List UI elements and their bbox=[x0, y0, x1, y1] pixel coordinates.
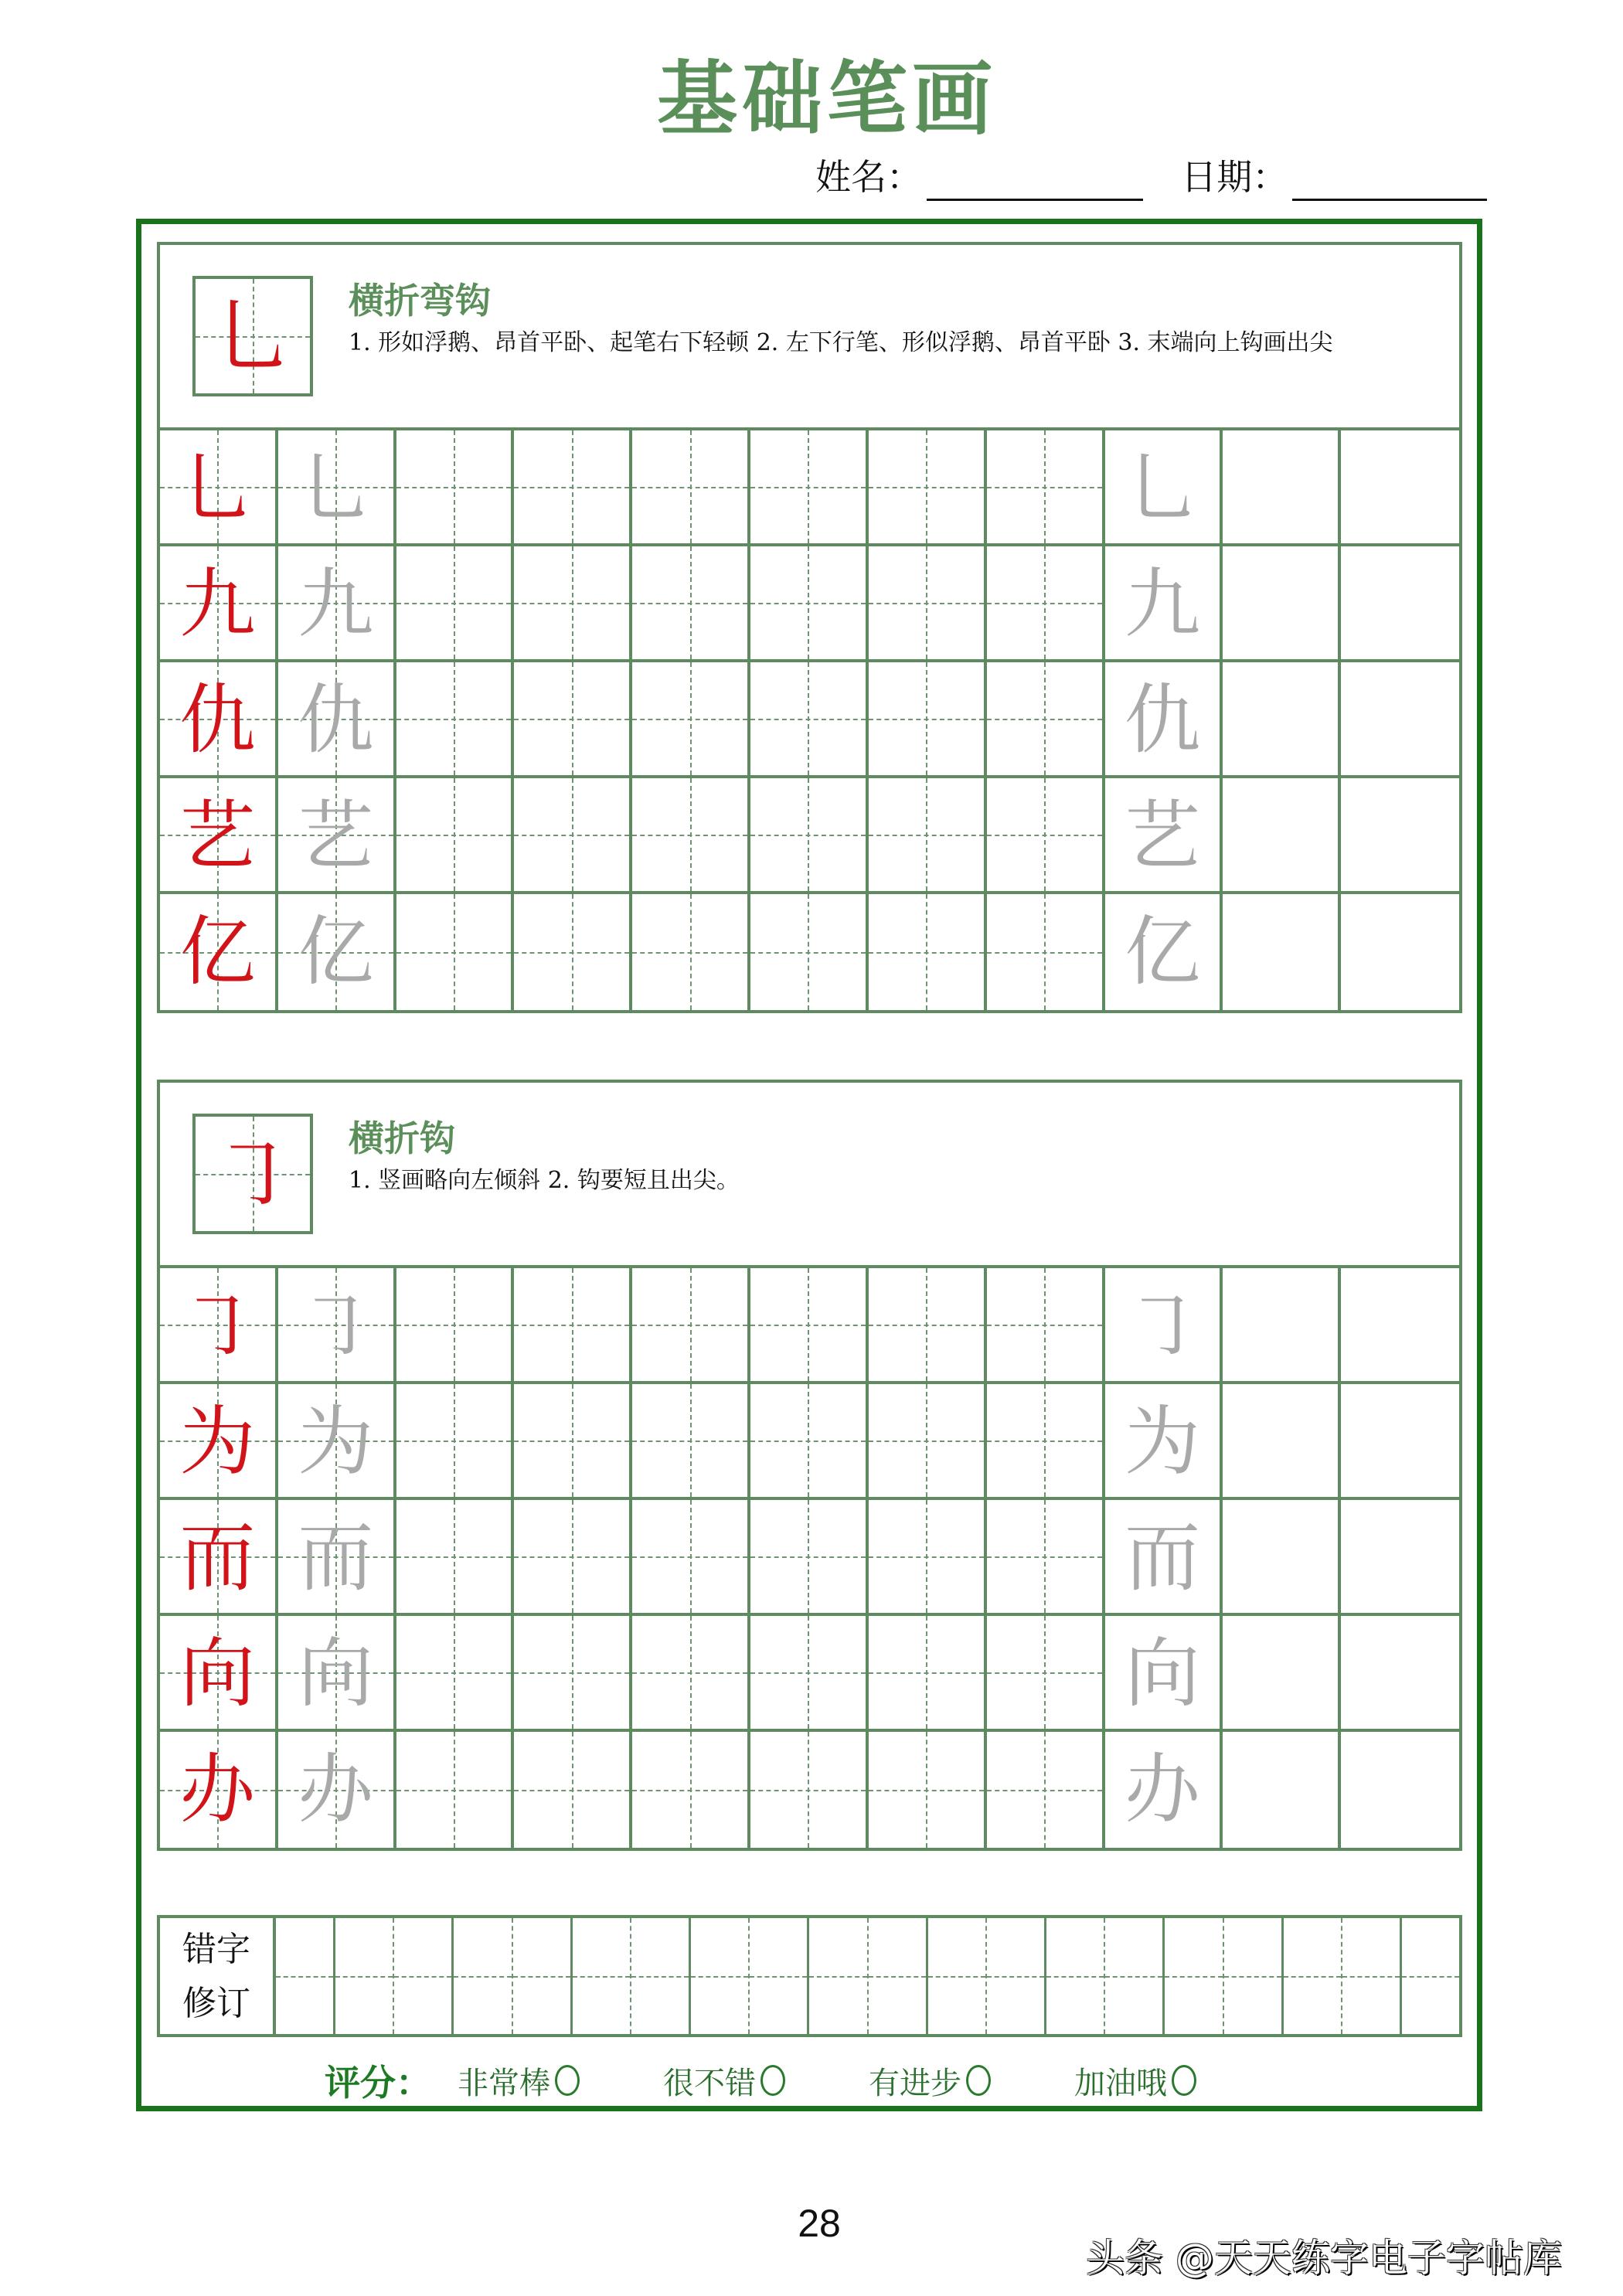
correction-cell[interactable] bbox=[573, 1918, 631, 2034]
practice-cell[interactable] bbox=[869, 1500, 987, 1616]
practice-cell[interactable] bbox=[278, 1268, 396, 1384]
practice-cell[interactable] bbox=[514, 430, 632, 546]
stroke-glyph: ㇆ bbox=[212, 1127, 293, 1221]
model-character: 仇 bbox=[179, 676, 256, 764]
correction-cell[interactable] bbox=[987, 1918, 1046, 2034]
score-option-keep-going[interactable]: 加油哦 bbox=[1074, 2059, 1196, 2103]
practice-cell[interactable] bbox=[514, 662, 632, 778]
practice-cell[interactable] bbox=[160, 1500, 278, 1616]
correction-cell[interactable] bbox=[1402, 1918, 1459, 2034]
practice-cell[interactable] bbox=[632, 430, 750, 546]
correction-row bbox=[157, 1915, 1462, 2037]
practice-cell[interactable] bbox=[632, 1616, 750, 1732]
practice-cell[interactable] bbox=[869, 1732, 987, 1848]
trace-character: 向 bbox=[298, 1630, 374, 1718]
practice-cell[interactable] bbox=[396, 1732, 515, 1848]
practice-cell[interactable] bbox=[987, 662, 1105, 778]
practice-cell[interactable] bbox=[987, 1500, 1105, 1616]
practice-cell[interactable] bbox=[1105, 662, 1223, 778]
trace-character: 而 bbox=[298, 1514, 374, 1602]
practice-cell[interactable] bbox=[750, 662, 869, 778]
practice-cell[interactable] bbox=[869, 662, 987, 778]
practice-cell[interactable] bbox=[987, 1268, 1105, 1384]
watermark: 头条 @天天练字电子字帖库 bbox=[1086, 2236, 1562, 2281]
practice-cell[interactable] bbox=[160, 1268, 278, 1384]
score-label: 评分： bbox=[325, 2062, 431, 2104]
practice-cell[interactable] bbox=[987, 1616, 1105, 1732]
practice-cell[interactable] bbox=[278, 1616, 396, 1732]
practice-cell[interactable] bbox=[987, 894, 1105, 1010]
practice-cell[interactable] bbox=[1223, 778, 1341, 894]
practice-cell[interactable] bbox=[514, 546, 632, 662]
trace-character: 乚 bbox=[298, 444, 374, 532]
correction-cell[interactable] bbox=[1224, 1918, 1284, 2034]
practice-cell[interactable] bbox=[869, 1268, 987, 1384]
stroke-section-2 bbox=[157, 1080, 1462, 1851]
correction-cell[interactable] bbox=[454, 1918, 512, 2034]
practice-cell[interactable] bbox=[1223, 894, 1341, 1010]
practice-cell[interactable] bbox=[396, 1500, 515, 1616]
practice-cell[interactable] bbox=[160, 546, 278, 662]
practice-cell[interactable] bbox=[278, 894, 396, 1010]
section-header bbox=[160, 245, 1459, 430]
stroke-glyph: 乚 bbox=[212, 289, 293, 383]
practice-cell[interactable] bbox=[632, 1500, 750, 1616]
trace-character: 乚 bbox=[1124, 444, 1200, 532]
stroke-reference-box bbox=[192, 276, 313, 396]
practice-cell[interactable] bbox=[632, 1732, 750, 1848]
practice-cell[interactable] bbox=[160, 1616, 278, 1732]
date-label: 日期： bbox=[1181, 156, 1288, 198]
trace-character: ㇆ bbox=[1124, 1282, 1200, 1370]
correction-cell[interactable] bbox=[631, 1918, 691, 2034]
practice-cell[interactable] bbox=[632, 1384, 750, 1500]
model-character: 而 bbox=[179, 1514, 256, 1602]
practice-cell[interactable] bbox=[1105, 778, 1223, 894]
practice-cell[interactable] bbox=[160, 778, 278, 894]
practice-cell[interactable] bbox=[278, 1500, 396, 1616]
model-character: 艺 bbox=[179, 792, 256, 880]
trace-character: 艺 bbox=[1124, 792, 1200, 880]
stroke-description: 1. 形如浮鹅、昂首平卧、起笔右下轻顿 2. 左下行笔、形似浮鹅、昂首平卧 3. 末端向上钩画出尖 bbox=[349, 329, 1333, 356]
stroke-name: 横折弯钩 bbox=[349, 280, 491, 321]
trace-character: 而 bbox=[1124, 1514, 1200, 1602]
radio-circle-icon[interactable] bbox=[760, 2065, 785, 2096]
correction-cell[interactable] bbox=[691, 1918, 750, 2034]
practice-cell[interactable] bbox=[750, 778, 869, 894]
practice-cell[interactable] bbox=[514, 1268, 632, 1384]
practice-cell[interactable] bbox=[1341, 778, 1459, 894]
date-field[interactable] bbox=[1292, 160, 1487, 201]
practice-cell[interactable] bbox=[1341, 662, 1459, 778]
practice-cell[interactable] bbox=[1223, 1500, 1341, 1616]
practice-cell[interactable] bbox=[1341, 1268, 1459, 1384]
practice-cell[interactable] bbox=[514, 894, 632, 1010]
correction-cell[interactable] bbox=[750, 1918, 809, 2034]
model-character: ㇆ bbox=[179, 1282, 256, 1370]
practice-cell[interactable] bbox=[750, 894, 869, 1010]
practice-cell[interactable] bbox=[396, 894, 515, 1010]
practice-cell[interactable] bbox=[750, 546, 869, 662]
practice-cell[interactable] bbox=[750, 1268, 869, 1384]
model-character: 向 bbox=[179, 1630, 256, 1718]
trace-character: 亿 bbox=[1124, 908, 1200, 996]
name-label: 姓名： bbox=[815, 156, 922, 198]
practice-cell[interactable] bbox=[1223, 1384, 1341, 1500]
practice-cell[interactable] bbox=[160, 662, 278, 778]
section-header bbox=[160, 1083, 1459, 1268]
practice-cell[interactable] bbox=[1105, 430, 1223, 546]
practice-grid bbox=[160, 1268, 1459, 1848]
practice-cell[interactable] bbox=[396, 662, 515, 778]
trace-character: 九 bbox=[298, 560, 374, 648]
practice-cell[interactable] bbox=[1341, 894, 1459, 1010]
stroke-section-1 bbox=[157, 242, 1462, 1013]
trace-character: 办 bbox=[1124, 1746, 1200, 1834]
practice-cell[interactable] bbox=[750, 1384, 869, 1500]
stroke-description: 1. 竖画略向左倾斜 2. 钩要短且出尖。 bbox=[349, 1167, 740, 1194]
trace-character: 亿 bbox=[298, 908, 374, 996]
name-date-line bbox=[815, 153, 1492, 201]
practice-cell[interactable] bbox=[514, 1384, 632, 1500]
practice-cell[interactable] bbox=[750, 1732, 869, 1848]
practice-cell[interactable] bbox=[514, 1732, 632, 1848]
stroke-reference-box bbox=[192, 1114, 313, 1234]
practice-cell[interactable] bbox=[1223, 1616, 1341, 1732]
trace-character: ㇆ bbox=[298, 1282, 374, 1370]
practice-cell[interactable] bbox=[750, 1616, 869, 1732]
radio-circle-icon[interactable] bbox=[966, 2065, 991, 2096]
practice-cell[interactable] bbox=[396, 1616, 515, 1732]
page-title: 基础笔画 bbox=[656, 52, 997, 146]
practice-cell[interactable] bbox=[987, 1732, 1105, 1848]
name-field[interactable] bbox=[927, 160, 1143, 201]
page-number: 28 bbox=[798, 2202, 841, 2245]
practice-cell[interactable] bbox=[1341, 1616, 1459, 1732]
trace-character: 艺 bbox=[298, 792, 374, 880]
practice-cell[interactable] bbox=[278, 430, 396, 546]
practice-cell[interactable] bbox=[160, 430, 278, 546]
practice-cell[interactable] bbox=[1341, 546, 1459, 662]
score-option-progress[interactable]: 有进步 bbox=[869, 2059, 991, 2103]
practice-cell[interactable] bbox=[869, 778, 987, 894]
practice-cell[interactable] bbox=[278, 1384, 396, 1500]
radio-circle-icon[interactable] bbox=[555, 2065, 580, 2096]
score-option-very-good[interactable]: 很不错 bbox=[663, 2059, 785, 2103]
trace-character: 为 bbox=[1124, 1398, 1200, 1486]
practice-cell[interactable] bbox=[750, 1500, 869, 1616]
practice-cell[interactable] bbox=[160, 894, 278, 1010]
practice-cell[interactable] bbox=[632, 546, 750, 662]
trace-character: 向 bbox=[1124, 1630, 1200, 1718]
practice-cell[interactable] bbox=[514, 1616, 632, 1732]
practice-cell[interactable] bbox=[1223, 662, 1341, 778]
trace-character: 仇 bbox=[1124, 676, 1200, 764]
practice-cell[interactable] bbox=[869, 430, 987, 546]
practice-cell[interactable] bbox=[987, 546, 1105, 662]
correction-cell[interactable] bbox=[809, 1918, 868, 2034]
practice-cell[interactable] bbox=[396, 1268, 515, 1384]
practice-cell[interactable] bbox=[987, 1384, 1105, 1500]
correction-cell[interactable] bbox=[513, 1918, 573, 2034]
trace-character: 九 bbox=[1124, 560, 1200, 648]
practice-cell[interactable] bbox=[869, 1616, 987, 1732]
correction-cell[interactable] bbox=[1105, 1918, 1165, 2034]
practice-cell[interactable] bbox=[1105, 1732, 1223, 1848]
practice-cell[interactable] bbox=[1105, 1268, 1223, 1384]
model-character: 亿 bbox=[179, 908, 256, 996]
practice-cell[interactable] bbox=[1105, 1384, 1223, 1500]
practice-cell[interactable] bbox=[1341, 430, 1459, 546]
practice-cell[interactable] bbox=[396, 546, 515, 662]
correction-cell[interactable] bbox=[1284, 1918, 1342, 2034]
model-character: 乚 bbox=[179, 444, 256, 532]
practice-cell[interactable] bbox=[632, 662, 750, 778]
score-option-excellent[interactable]: 非常棒 bbox=[458, 2059, 580, 2103]
practice-cell[interactable] bbox=[1105, 1616, 1223, 1732]
practice-cell[interactable] bbox=[869, 894, 987, 1010]
trace-character: 办 bbox=[298, 1746, 374, 1834]
practice-cell[interactable] bbox=[869, 546, 987, 662]
practice-cell[interactable] bbox=[1223, 1732, 1341, 1848]
practice-cell[interactable] bbox=[987, 778, 1105, 894]
correction-label: 错字 修订 bbox=[160, 1918, 276, 2034]
model-character: 办 bbox=[179, 1746, 256, 1834]
practice-cell[interactable] bbox=[1105, 894, 1223, 1010]
practice-cell[interactable] bbox=[278, 662, 396, 778]
correction-cell[interactable] bbox=[335, 1918, 394, 2034]
practice-cell[interactable] bbox=[514, 778, 632, 894]
practice-cell[interactable] bbox=[396, 430, 515, 546]
model-character: 为 bbox=[179, 1398, 256, 1486]
practice-cell[interactable] bbox=[160, 1384, 278, 1500]
practice-cell[interactable] bbox=[1223, 430, 1341, 546]
correction-cell[interactable] bbox=[869, 1918, 928, 2034]
practice-cell[interactable] bbox=[632, 894, 750, 1010]
practice-cell[interactable] bbox=[632, 1268, 750, 1384]
practice-cell[interactable] bbox=[869, 1384, 987, 1500]
correction-cell[interactable] bbox=[928, 1918, 987, 2034]
practice-cell[interactable] bbox=[396, 1384, 515, 1500]
practice-cell[interactable] bbox=[1341, 1732, 1459, 1848]
practice-cell[interactable] bbox=[1223, 1268, 1341, 1384]
trace-character: 仇 bbox=[298, 676, 374, 764]
stroke-name: 横折钩 bbox=[349, 1117, 455, 1159]
practice-cell[interactable] bbox=[1341, 1384, 1459, 1500]
radio-circle-icon[interactable] bbox=[1172, 2065, 1196, 2096]
practice-cell[interactable] bbox=[1341, 1500, 1459, 1616]
practice-cell[interactable] bbox=[278, 778, 396, 894]
practice-cell[interactable] bbox=[278, 1732, 396, 1848]
correction-cell[interactable] bbox=[1165, 1918, 1223, 2034]
practice-cell[interactable] bbox=[396, 778, 515, 894]
score-row bbox=[325, 2056, 1280, 2105]
correction-cell[interactable] bbox=[276, 1918, 335, 2034]
practice-cell[interactable] bbox=[160, 1732, 278, 1848]
model-character: 九 bbox=[179, 560, 256, 648]
practice-cell[interactable] bbox=[1105, 546, 1223, 662]
practice-cell[interactable] bbox=[1105, 1500, 1223, 1616]
practice-cell[interactable] bbox=[514, 1500, 632, 1616]
practice-cell[interactable] bbox=[987, 430, 1105, 546]
practice-grid bbox=[160, 430, 1459, 1010]
practice-cell[interactable] bbox=[632, 778, 750, 894]
trace-character: 为 bbox=[298, 1398, 374, 1486]
practice-cell[interactable] bbox=[1223, 546, 1341, 662]
practice-cell[interactable] bbox=[750, 430, 869, 546]
correction-cell[interactable] bbox=[1046, 1918, 1105, 2034]
correction-cell[interactable] bbox=[1342, 1918, 1402, 2034]
correction-cell[interactable] bbox=[394, 1918, 454, 2034]
practice-cell[interactable] bbox=[278, 546, 396, 662]
